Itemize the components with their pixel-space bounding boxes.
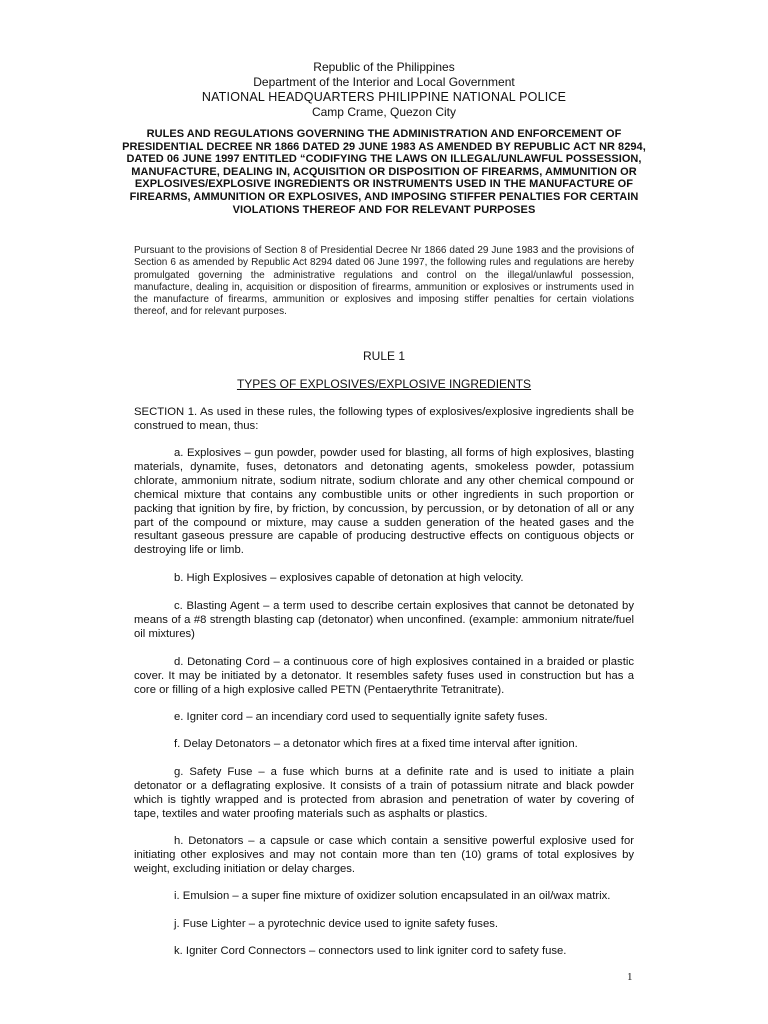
definition-item-k: k. Igniter Cord Connectors – connectors used to link igniter cord to safety fuse.	[174, 945, 567, 957]
definition-item-a: a. Explosives – gun powder, powder used for blasting, all forms of high explosives, blasting materials, dynamite, fuses, detonators and detonating agents, smokeless powder, potassium chlorate, ammonium nitrate, sodium nitrate, sodium chlorate and any other chemical compound or chemical mixture that contains any combustible units or other ingredients in such proportion or packing that ignition by fire, by friction, by concussion, by percussion, or by detonation of all or any part of the compound or mixture, may cause a sudden generation of the heated gases and the resultant gaseous pressure are capable of producing destructive effects on contiguous objects or destroying life or limb.	[134, 447, 634, 557]
definition-item-f: f. Delay Detonators – a detonator which fires at a fixed time interval after ignition.	[174, 738, 578, 750]
definition-item-j: j. Fuse Lighter – a pyrotechnic device used to ignite safety fuses.	[174, 918, 499, 930]
intro-paragraph: Pursuant to the provisions of Section 8 of Presidential Decree Nr 1866 dated 29 June 1983 and the provisions of Section 6 as amended by Republic Act 8294 dated 06 June 1997, the following rules and regulations are hereby promulgated governing the administrative regulations and control on the illegal/unlawful possession, manufacture, dealing in, acquisition or disposition of firearms, ammunition or explosives or instruments used in the manufacture of firearms, ammunition or explosives and imposing stiffer penalties for certain violations thereof, and for relevant purposes.	[134, 245, 634, 318]
letterhead-headquarters: NATIONAL HEADQUARTERS PHILIPPINE NATIONAL POLICE	[201, 90, 567, 104]
rule-title: TYPES OF EXPLOSIVES/EXPLOSIVE INGREDIENTS	[236, 377, 532, 391]
letterhead-republic: Republic of the Philippines	[313, 60, 455, 74]
letterhead-department: Department of the Interior and Local Government	[253, 75, 515, 89]
letterhead	[0, 60, 768, 120]
rule-heading	[0, 377, 768, 391]
definition-item-b: b. High Explosives – explosives capable of detonation at high velocity.	[174, 572, 524, 584]
definition-item-h: h. Detonators – a capsule or case which contain a sensitive powerful explosive used for initiating other explosives and may not contain more than ten (10) grams of total explosives by weight, excluding initiation or delay charges.	[134, 835, 634, 875]
rule-number: RULE 1	[362, 349, 406, 363]
page-number: 1	[627, 971, 633, 983]
definition-item-c: c. Blasting Agent – a term used to describe certain explosives that cannot be detonated by means of a #8 strength blasting cap (detonator) when unconfined. (example: ammonium nitrate/fuel oil mixtures)	[134, 600, 634, 640]
definition-item-g: g. Safety Fuse – a fuse which burns at a definite rate and is used to initiate a plain detonator or a deflagrating explosive. It consists of a train of potassium nitrate and black powder which is tightly wrapped and is protected from abrasion and penetration of water by covering of tape, textiles and water proofing materials such as asphalts or plastics.	[134, 766, 634, 820]
letterhead-address: Camp Crame, Quezon City	[311, 105, 457, 119]
definition-item-d: d. Detonating Cord – a continuous core of high explosives contained in a braided or plastic cover. It may be initiated by a detonator. It resembles safety fuses used in construction but has a core or filling of a high explosive called PETN (Pentaerythrite Tetranitrate).	[134, 656, 634, 696]
document-title: RULES AND REGULATIONS GOVERNING THE ADMINISTRATION AND ENFORCEMENT OF PRESIDENTIAL DECREE NR 1866 DATED 29 JUNE 1983 AS AMENDED BY REPUBLIC ACT NR 8294, DATED 06 JUNE 1997 ENTITLED “CODIFYING THE LAWS ON ILLEGAL/UNLAWFUL POSSESSION, MANUFACTURE, DEALING IN, ACQUISITION OR DISPOSITION OF FIREARMS, AMMUNITION OR EXPLOSIVES/EXPLOSIVE INGREDIENTS OR INSTRUMENTS USED IN THE MANUFACTURE OF FIREARMS, AMMUNITION OR EXPLOSIVES, AND IMPOSING STIFFER PENALTIES FOR CERTAIN VIOLATIONS THEREOF AND FOR RELEVANT PURPOSES	[122, 128, 646, 216]
definition-item-e: e. Igniter cord – an incendiary cord used to sequentially ignite safety fuses.	[174, 711, 548, 723]
section-1-paragraph: SECTION 1. As used in these rules, the following types of explosives/explosive ingredients shall be construed to mean, thus:	[134, 406, 634, 432]
definition-item-i: i. Emulsion – a super fine mixture of oxidizer solution encapsulated in an oil/wax matrix.	[174, 890, 611, 902]
